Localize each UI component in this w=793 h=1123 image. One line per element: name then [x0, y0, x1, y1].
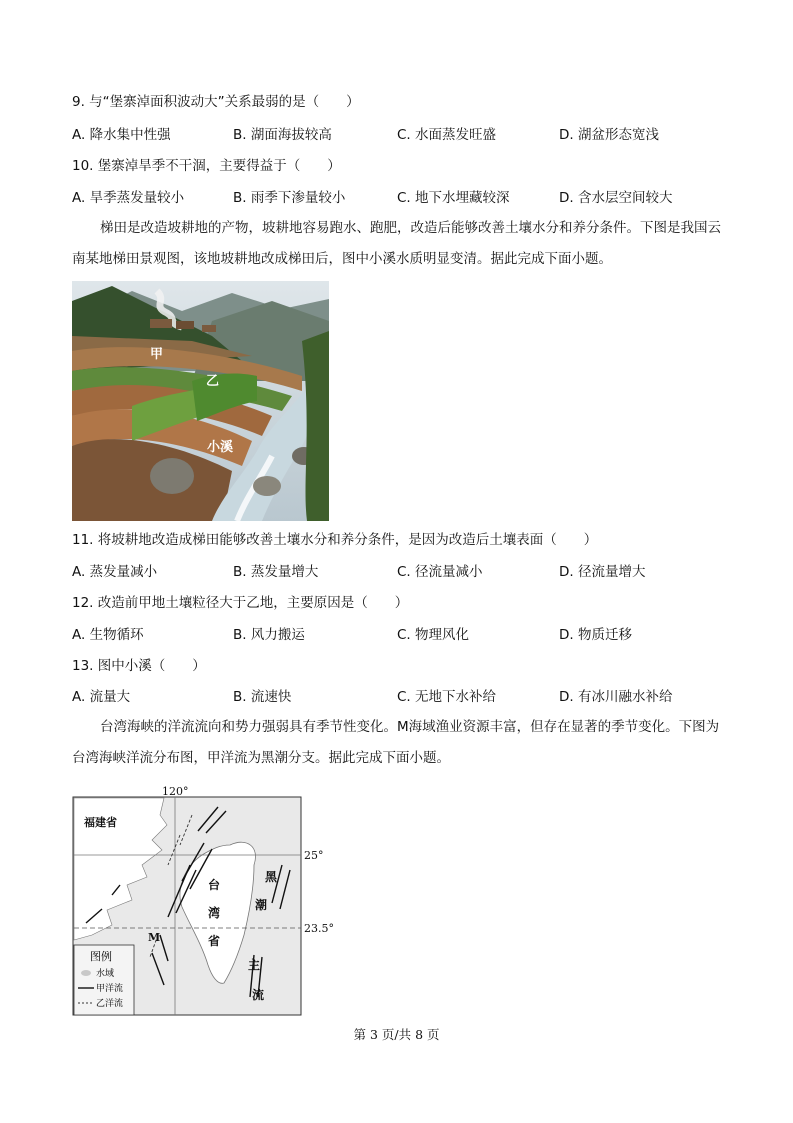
q12-option-a: A. 生物循环: [72, 627, 144, 643]
q10-option-d: D. 含水层空间较大: [559, 190, 673, 206]
q13-option-c: C. 无地下水补给: [397, 689, 497, 705]
photo-label-creek: 小溪: [207, 440, 234, 455]
q12-stem: 12. 改造前甲地土壤粒径大于乙地，主要原因是（ ）: [72, 595, 409, 611]
terrace-photo: [72, 281, 329, 521]
legend-current-jia: 甲洋流: [96, 984, 124, 994]
passage-terraces: 梯田是改造坡耕地的产物，坡耕地容易跑水、跑肥，改造后能够改善土壤水分和养分条件。下图是我国云南某地梯田景观图，该地坡耕地改成梯田后，图中小溪水质明显变清。据此完成下面小题。: [72, 220, 721, 267]
label-lat-25: 25°: [304, 849, 324, 862]
q10-stem: 10. 堡寨淖旱季不干涸，主要得益于（ ）: [72, 158, 341, 174]
page-footer: 第 3 页/共 8 页: [353, 1027, 440, 1042]
q9-option-a: A. 降水集中性强: [72, 127, 171, 143]
q13-option-b: B. 流速快: [233, 689, 292, 705]
q9-option-c: C. 水面蒸发旺盛: [397, 127, 497, 143]
label-taiwan-2: 湾: [208, 906, 221, 920]
label-kuroshio-4: 流: [252, 988, 265, 1002]
q9-stem: 9. 与“堡寨淖面积波动大”关系最弱的是（ ）: [72, 94, 360, 110]
label-kuroshio-2: 潮: [255, 898, 268, 912]
passage-taiwan-strait: 台湾海峡的洋流流向和势力强弱具有季节性变化。M海域渔业资源丰富，但存在显著的季节变化。下图为台湾海峡洋流分布图，甲洋流为黑潮分支。据此完成下面小题。: [72, 719, 720, 766]
q9-option-d: D. 湖盆形态宽浅: [559, 127, 659, 143]
q10-option-b: B. 雨季下渗量较小: [233, 190, 346, 206]
q11-option-d: D. 径流量增大: [559, 564, 646, 580]
label-taiwan-3: 省: [208, 934, 221, 948]
q10-option-a: A. 旱季蒸发量较小: [72, 190, 185, 206]
q10-option-c: C. 地下水埋藏较深: [397, 190, 510, 206]
photo-label-yi: 乙: [206, 374, 220, 389]
q11-option-b: B. 蒸发量增大: [233, 564, 319, 580]
label-lon-120: 120°: [162, 785, 189, 798]
legend-water-swatch: [81, 970, 91, 976]
q11-option-c: C. 径流量减小: [397, 564, 483, 580]
q9-option-b: B. 湖面海拔较高: [233, 127, 332, 143]
q12-option-c: C. 物理风化: [397, 627, 470, 643]
q11-stem: 11. 将坡耕地改造成梯田能够改善土壤水分和养分条件，是因为改造后土壤表面（ ）: [72, 532, 598, 548]
label-kuroshio-3: 主: [248, 958, 261, 972]
q12-option-b: B. 风力搬运: [233, 627, 305, 643]
map-legend: [74, 945, 134, 1015]
label-fujian: 福建省: [84, 816, 117, 829]
q12-option-d: D. 物质迁移: [559, 627, 632, 643]
label-lat-23-5: 23.5°: [304, 922, 334, 935]
q11-option-a: A. 蒸发量减小: [72, 564, 158, 580]
legend-water: 水域: [96, 969, 115, 979]
label-kuroshio-1: 黑: [265, 870, 278, 884]
taiwan-strait-map: [72, 785, 352, 1021]
label-m: M: [148, 931, 161, 944]
q13-stem: 13. 图中小溪（ ）: [72, 658, 206, 674]
q13-option-d: D. 有冰川融水补给: [559, 689, 673, 705]
q13-option-a: A. 流量大: [72, 689, 131, 705]
legend-current-yi: 乙洋流: [96, 999, 124, 1009]
label-taiwan-1: 台: [208, 878, 221, 892]
photo-label-jia: 甲: [150, 347, 164, 362]
legend-title: 图例: [90, 950, 112, 963]
